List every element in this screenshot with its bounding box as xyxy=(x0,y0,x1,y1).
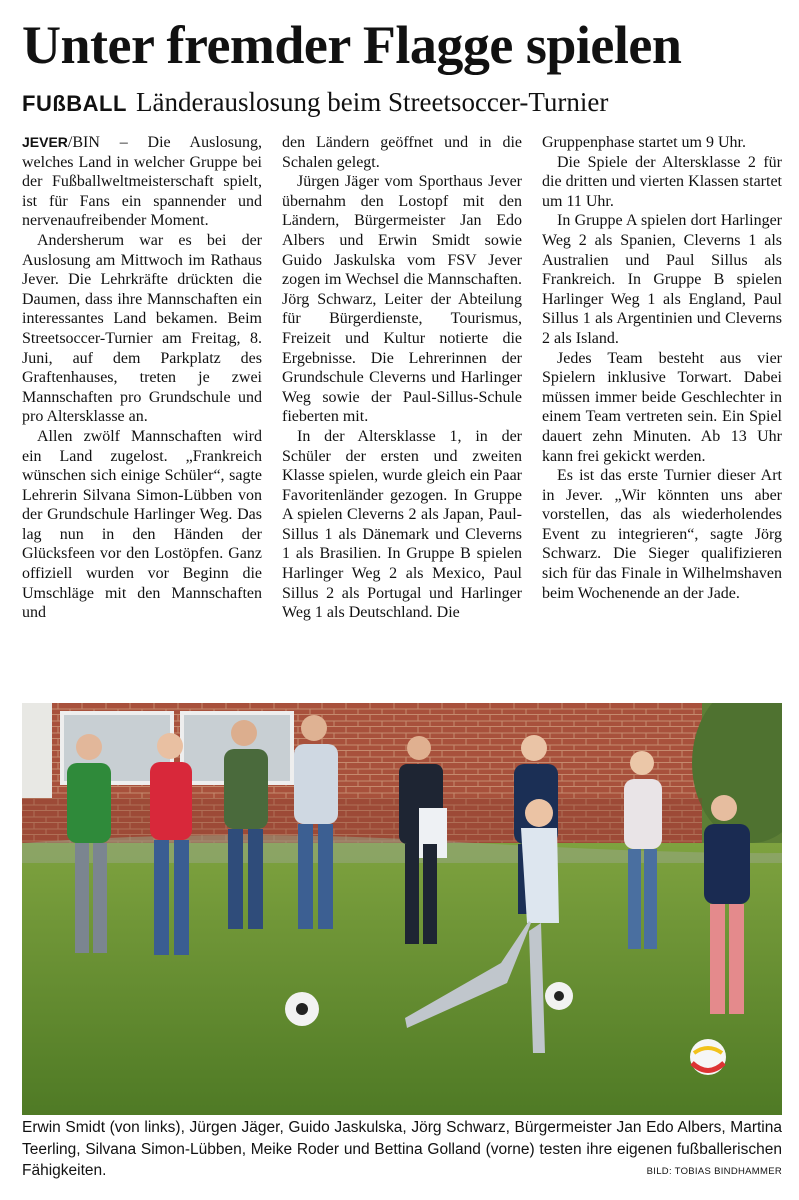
paragraph-continuation: Gruppenphase startet um 9 Uhr. xyxy=(542,134,746,151)
paragraph: Allen zwölf Mannschaften wird ein Land zugelost. „Frankreich wünschen sich einige Schüler“, sagte Lehrerin Silvana Simon-Lübben von der Grundschule Harlinger Weg. Das lag nun in den Händen der Glücksfeen vor den Lostöpfen. Ganz offiziell wurden vor Beginn die Umschläge mit den Mannschaften und xyxy=(22,427,262,622)
paragraph: Jürgen Jäger vom Sporthaus Jever übernahm den Lostopf mit den Ländern, Bürgermeister Jan Edo Albers und Erwin Smidt sowie Guido Jaskulska vom FSV Jever zogen im Wechsel die Mannschaften. Jörg Schwarz, Leiter der Abteilung für Bürgerdienste, Tourismus, Freizeit und Kultur notierte die Ergebnisse. Die Lehrerinnen der Grundschule Cleverns und Harlinger Weg sowie der Paul-Sillus-Schule fieberten mit. xyxy=(282,173,522,426)
paragraph: Es ist das erste Turnier dieser Art in Jever. „Wir könnten uns aber vorstellen, das als wiederholendes Event zu integrieren“, sagte Jörg Schwarz. Die Sieger qualifizieren sich für das Finale in Wilhelmshaven beim Wochenende an der Jade. xyxy=(542,467,782,602)
photo-illustration xyxy=(22,703,782,1115)
lead-paragraph xyxy=(22,133,262,231)
paragraph: Jedes Team besteht aus vier Spielern inklusive Torwart. Dabei müssen immer beide Geschlechter in einem Team vertreten sein. Ein Spiel dauert zehn Minuten. Ab 13 Uhr kann frei gekickt werden. xyxy=(542,349,782,465)
article-photo xyxy=(22,703,782,1115)
paragraph: Andersherum war es bei der Auslosung am Mittwoch im Rathaus Jever. Die Lehrkräfte drückten die Daumen, dass ihre Mannschaften ein interessantes Land bekamen. Beim Streetsoccer-Turnier am Freitag, 8. Juni, auf dem Parkplatz des Graftenhauses, treten je zwei Mannschaften pro Grundschule und pro Altersklasse an. xyxy=(22,231,262,426)
photo-caption: Erwin Smidt (von links), Jürgen Jäger, Guido Jaskulska, Jörg Schwarz, Bürgermeister Jan Edo Albers, Martina Teerling, Silvana Simon-Lübben, Meike Roder und Bettina Golland (vorne) testen ihre eigenen fußballerischen Fähigkeiten. xyxy=(22,1119,782,1179)
text-column-1 xyxy=(22,133,262,623)
article-subline xyxy=(22,86,792,122)
grass-field xyxy=(22,843,782,1115)
text-column-2 xyxy=(282,133,522,623)
photo-credit: BILD: TOBIAS BINDHAMMER xyxy=(646,1166,782,1177)
paragraph: In Gruppe A spielen dort Harlinger Weg 2 als Spanien, Cleverns 1 als Australien und Paul Sillus als Frankreich. In Gruppe B spielen Harlinger Weg 1 als England, Paul Sillus 1 als Argentinien und Cleverns 2 als Island. xyxy=(542,212,782,347)
paragraph-continuation: den Ländern geöffnet und in die Schalen gelegt. xyxy=(282,134,522,171)
paragraph: Die Spiele der Altersklasse 2 für die dritten und vierten Klassen startet um 11 Uhr. xyxy=(542,153,782,210)
lead-text: /BIN – Die Auslosung, welches Land in welcher Gruppe bei der Fußballweltmeisterschaft spielt, ist für Fans ein spannender und nervenaufreibender Moment. xyxy=(22,134,262,230)
paragraph: In der Altersklasse 1, in der Schüler der ersten und zweiten Klasse spielen, wurde gleich ein Paar Favoritenländer gezogen. In Gruppe A spielen Cleverns 2 als Japan, Paul-Sillus 1 als Dänemark und Cleverns 1 als Brasilien. In Gruppe B spielen Harlinger Weg 2 als Mexico, Paul Sillus 2 als Portugal und Harlinger Weg 1 als Deutschland. Die xyxy=(282,427,522,622)
article-subtitle: Länderauslosung beim Streetsoccer-Turnier xyxy=(136,87,609,117)
dateline: JEVER xyxy=(22,134,68,150)
text-column-3 xyxy=(542,133,782,603)
article-headline: Unter fremder Flagge spielen xyxy=(22,15,682,75)
article-kicker: FUßBALL xyxy=(22,91,127,116)
